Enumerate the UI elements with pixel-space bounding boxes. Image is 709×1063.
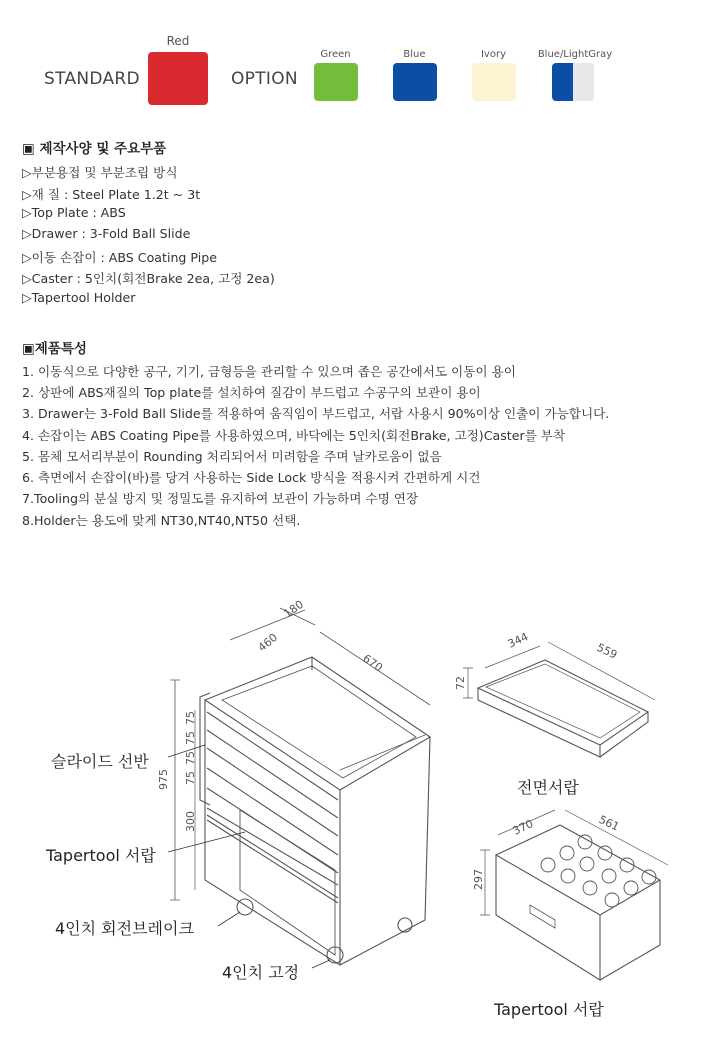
feature-item: 5. 몸체 모서리부분이 Rounding 처리되어서 미려함을 주며 날카로움이 없음	[22, 449, 442, 464]
dim-75: 75	[184, 731, 197, 745]
dim-300: 300	[184, 811, 197, 832]
feature-item: 1. 이동식으로 다양한 공구, 기기, 금형등을 관리할 수 있으며 좁은 공간에서도 이동이 용이	[22, 364, 516, 379]
spec-item: ▷재 질 : Steel Plate 1.2t ~ 3t	[22, 187, 201, 202]
color-swatch-blue-lightgray[interactable]	[552, 63, 594, 101]
color-swatch-blue[interactable]	[393, 63, 437, 101]
swatch-name-red: Red	[166, 34, 190, 48]
label-slide-shelf: 슬라이드 선반	[51, 752, 149, 771]
dim-975: 975	[157, 769, 170, 790]
tapertool-drawer-outline	[496, 825, 660, 915]
spec-item: ▷Tapertool Holder	[22, 290, 136, 305]
feature-item: 3. Drawer는 3-Fold Ball Slide를 적용하여 움직임이 부드럽고, 서랍 사용시 90%이상 인출이 가능합니다.	[22, 406, 610, 421]
color-swatch-red[interactable]	[148, 52, 208, 105]
dim-75: 75	[184, 711, 197, 725]
swatch-name-blue-lightgray: Blue/LightGray	[537, 49, 613, 60]
dim-180: 180	[281, 597, 306, 621]
dim-344: 344	[505, 630, 531, 651]
feature-item: 7.Tooling의 분실 방지 및 정밀도를 유지하여 보관이 가능하며 수명 연장	[22, 491, 419, 506]
swatch-name-blue: Blue	[403, 49, 426, 60]
technical-drawing	[0, 590, 709, 1063]
dim-370: 370	[510, 817, 536, 838]
dim-75: 75	[184, 751, 197, 765]
swatch-name-green: Green	[320, 49, 351, 60]
standard-label: STANDARD	[44, 69, 140, 89]
dim-460: 460	[255, 630, 281, 655]
color-swatch-green[interactable]	[314, 63, 358, 101]
spec-item: ▷부분용접 및 부분조립 방식	[22, 165, 178, 180]
dim-75: 75	[184, 771, 197, 785]
cabinet-top-plate	[222, 666, 416, 778]
specs-title: ▣ 제작사양 및 주요부품	[22, 141, 167, 157]
label-fixed-caster: 4인치 고정	[222, 963, 300, 982]
color-swatch-ivory[interactable]	[472, 63, 516, 101]
label-tapertool-drawer-main: Tapertool 서랍	[46, 846, 156, 865]
cabinet-side	[340, 737, 430, 965]
feature-item: 2. 상판에 ABS재질의 Top plate를 설치하여 질감이 부드럽고 수공구의 보관이 용이	[22, 385, 481, 400]
dim-297: 297	[472, 869, 485, 890]
label-front-drawer: 전면서랍	[517, 778, 579, 797]
spec-item: ▷Top Plate : ABS	[22, 205, 126, 220]
dim-561: 561	[596, 812, 622, 834]
spec-item: ▷Drawer : 3-Fold Ball Slide	[22, 226, 191, 241]
option-label: OPTION	[231, 69, 298, 89]
feature-item: 4. 손잡이는 ABS Coating Pipe를 사용하였으며, 바닥에는 5인치(회전Brake, 고정)Caster를 부착	[22, 428, 566, 443]
cabinet-front	[205, 700, 340, 965]
feature-item: 6. 측면에서 손잡이(바)를 당겨 사용하는 Side Lock 방식을 적용시켜 간편하게 시건	[22, 470, 481, 485]
label-brake-caster: 4인치 회전브레이크	[55, 919, 194, 938]
spec-item: ▷Caster : 5인치(회전Brake 2ea, 고정 2ea)	[22, 271, 275, 286]
dim-72: 72	[454, 676, 467, 690]
dim-559: 559	[594, 640, 620, 662]
swatch-name-ivory: Ivory	[480, 49, 506, 60]
features-title: ▣제품특성	[22, 341, 87, 357]
dim-670: 670	[360, 651, 385, 675]
label-tapertool-drawer-detail: Tapertool 서랍	[494, 1000, 604, 1019]
spec-item: ▷이동 손잡이 : ABS Coating Pipe	[22, 250, 217, 265]
feature-item: 8.Holder는 용도에 맞게 NT30,NT40,NT50 선택.	[22, 513, 301, 528]
